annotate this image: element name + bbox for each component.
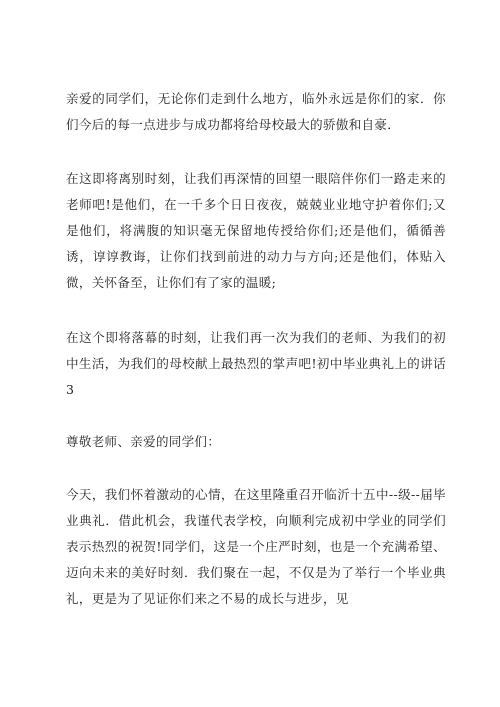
paragraph-salutation: 尊敬老师、亲爱的同学们：: [66, 434, 221, 449]
paragraph-thanks-teachers: 在这即将离别时刻，让我们再深情的回望一眼陪伴你们一路走来的老师吧!是他们，在一千多个日日夜夜，兢兢业业地守护着你们;又是他们，将满腹的知识毫无保留地传授给你们;还是他们，循循善诱，谆谆教诲，让你们找到前进的动力与方向;还是他们，体贴入微，关怀备至，让你们有了家的温暖;: [66, 171, 446, 290]
paragraph-closing-wishes: 亲爱的同学们，无论你们走到什么地方，临外永远是你们的家．你们今后的每一点进步与成功都将给母校最大的骄傲和自豪．: [66, 91, 446, 132]
paragraph-applause: 在这个即将落幕的时刻，让我们再一次为我们的老师、为我们的初中生活，为我们的母校献上最热烈的掌声吧!初中毕业典礼上的讲话3: [66, 330, 446, 397]
paragraph-opening-speech: 今天，我们怀着激动的心情，在这里隆重召开临沂十五中--级--届毕业典礼．借此机会，我谨代表学校，向顺利完成初中学业的同学们表示热烈的祝贺!同学们，这是一个庄严时刻，也是一个充满希望、迈向未来的美好时刻．我们聚在一起，不仅是为了举行一个毕业典礼，更是为了见证你们来之不易的成长与进步，见: [66, 487, 446, 606]
